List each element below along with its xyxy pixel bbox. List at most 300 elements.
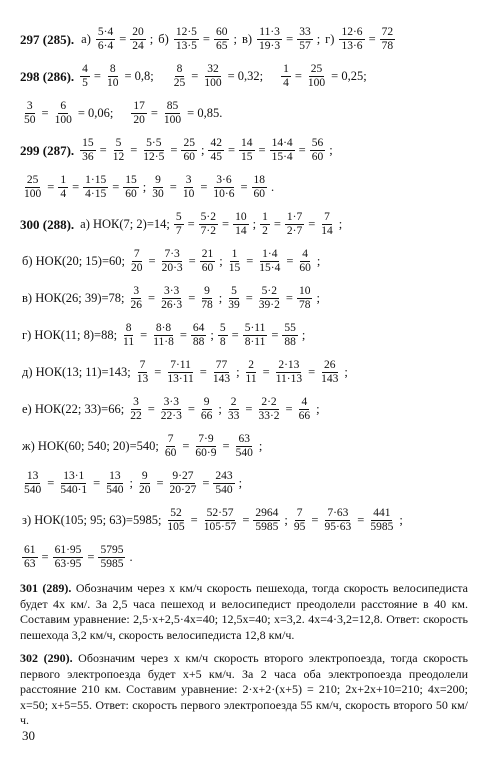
math-text: ;: [236, 365, 240, 379]
fraction: [111, 137, 127, 164]
item-label: б) НОК(20; 15)=60;: [22, 254, 125, 268]
denominator: 540: [215, 484, 233, 496]
math-text: ;: [344, 365, 348, 379]
denominator: 2·7: [286, 225, 303, 237]
denominator: 11: [245, 373, 257, 385]
math-text: =: [169, 180, 177, 194]
problem-number: 301 (289).: [20, 581, 72, 595]
math-row: [20, 63, 468, 90]
fraction: [274, 359, 304, 386]
denominator: 63: [24, 558, 36, 570]
fraction: [281, 63, 291, 90]
math-text: =: [147, 402, 155, 416]
math-text: =: [245, 291, 253, 305]
numerator: 10: [235, 211, 247, 223]
fraction: [174, 26, 199, 53]
item-label: з) НОК(105; 95; 63)=5985;: [22, 513, 162, 527]
numerator: 7·63: [327, 507, 349, 519]
math-text: =: [190, 513, 198, 527]
math-text: =: [112, 180, 120, 194]
math-text: ;: [200, 143, 205, 157]
math-text: =: [148, 254, 156, 268]
problem-298: [20, 63, 468, 127]
numerator: 5·4: [97, 26, 114, 38]
math-text: =: [148, 291, 156, 305]
numerator: 5·11: [244, 322, 266, 334]
math-text: =: [242, 513, 250, 527]
fraction: [270, 137, 295, 164]
numerator: 1·7: [286, 211, 303, 223]
numerator: 64: [192, 322, 205, 334]
fraction: [191, 322, 207, 349]
denominator: 13·5: [175, 40, 197, 52]
numerator: 7: [133, 248, 140, 260]
denominator: 100: [307, 77, 326, 89]
denominator: 30: [152, 188, 164, 200]
numerator: 1: [231, 248, 238, 260]
math-text: =: [156, 476, 164, 490]
fraction: [22, 544, 38, 571]
math-text: ;: [129, 476, 133, 490]
denominator: 78: [298, 299, 311, 311]
numerator: 7·11: [170, 359, 191, 371]
math-text: ;: [316, 254, 321, 268]
fraction: [297, 248, 313, 275]
numerator: 72: [381, 26, 394, 38]
numerator: 7: [296, 507, 303, 519]
math-text: =: [202, 476, 210, 490]
fraction: [306, 63, 327, 90]
math-text: =: [188, 291, 196, 305]
numerator: 5·2: [261, 285, 278, 297]
fraction: [137, 470, 153, 497]
fraction: [58, 470, 89, 497]
fraction: [199, 211, 218, 238]
numerator: 15: [125, 174, 137, 186]
fraction: [319, 211, 335, 238]
math-text: = 0,85.: [187, 106, 223, 120]
numerator: 13·1: [63, 470, 85, 482]
denominator: 13·6: [341, 40, 363, 52]
denominator: 100: [163, 114, 182, 126]
math-text: = 0,32;: [227, 69, 264, 83]
math-row: [20, 100, 468, 127]
fraction: [53, 544, 84, 571]
fraction: [380, 26, 396, 53]
math-text: =: [308, 217, 316, 231]
denominator: 10: [106, 77, 119, 89]
numerator: 441: [373, 507, 391, 519]
numerator: 2·2: [261, 396, 277, 408]
fraction: [165, 507, 186, 534]
denominator: 57: [299, 40, 311, 52]
denominator: 24: [132, 40, 144, 52]
fraction: [213, 470, 234, 497]
fraction: [168, 470, 199, 497]
math-row: [20, 507, 468, 534]
denominator: 4: [60, 188, 67, 200]
math-text: ;: [316, 32, 321, 46]
denominator: 88: [192, 336, 205, 348]
numerator: 3·3: [163, 285, 180, 297]
fraction: [150, 174, 166, 201]
fraction: [22, 100, 38, 127]
numerator: 5795: [100, 544, 124, 556]
problem-number: 302 (290).: [20, 651, 73, 665]
denominator: 95·63: [324, 521, 352, 533]
denominator: 7: [175, 225, 182, 237]
problem-text: Обозначим через x км/ч скорость второго электропоезда, тогда скорость первого электропоезда будет x+5 км/ч. За 2 часа оба электропоезда преодолели расстояние 210 км. Составим уравнение: 2·x+2·(x+5) = 210; 2x+2x+10=210; 4x=200; x=50; x+5=55. Ответ: скорость первого электропоезда 55 км/ч, скорость второго 50 км/ч.: [20, 651, 469, 727]
denominator: 11·8: [153, 336, 174, 348]
denominator: 33: [227, 410, 240, 422]
numerator: 8: [125, 322, 132, 334]
denominator: 39·2: [258, 299, 280, 311]
page-content: [20, 26, 468, 737]
math-text: =: [93, 476, 101, 490]
numerator: 7·9: [198, 433, 214, 445]
numerator: 5: [231, 285, 237, 297]
item-label: г): [325, 32, 335, 46]
numerator: 7: [167, 433, 174, 445]
denominator: 60: [183, 151, 195, 163]
item-label: в): [241, 32, 253, 46]
math-row: [20, 211, 468, 238]
numerator: 13: [109, 470, 121, 482]
math-text: =: [154, 365, 162, 379]
problem-301: [20, 581, 468, 643]
denominator: 19·3: [259, 40, 281, 52]
fraction: [98, 544, 125, 571]
math-text: ;: [233, 32, 237, 46]
denominator: 25: [173, 77, 186, 89]
fraction: [260, 211, 270, 238]
fraction: [193, 433, 218, 460]
denominator: 15: [241, 151, 253, 163]
fraction: [218, 322, 228, 349]
item-label: а) НОК(7; 2)=14;: [80, 217, 170, 231]
numerator: 8: [109, 63, 116, 75]
denominator: 26·3: [161, 299, 183, 311]
fraction: [253, 507, 280, 534]
fraction: [292, 507, 308, 534]
numerator: 2: [248, 359, 254, 371]
numerator: 1·15: [85, 174, 107, 186]
page-number: 30: [22, 728, 35, 743]
math-text: ;: [149, 32, 154, 46]
math-text: =: [311, 513, 319, 527]
fraction: [96, 26, 115, 53]
numerator: 5: [115, 137, 122, 149]
numerator: 3·3: [163, 396, 179, 408]
numerator: 21: [201, 248, 214, 260]
fraction: [141, 137, 166, 164]
math-text: =: [187, 217, 195, 231]
denominator: 65: [215, 40, 228, 52]
denominator: 5985: [100, 558, 124, 570]
fraction: [130, 26, 146, 53]
denominator: 15·4: [259, 262, 281, 274]
math-text: =: [286, 254, 294, 268]
denominator: 13·11: [167, 373, 194, 385]
denominator: 11: [123, 336, 135, 348]
numerator: 77: [215, 359, 228, 371]
math-text: ;: [258, 439, 263, 453]
math-row: [20, 359, 468, 386]
math-text: ;: [218, 291, 223, 305]
numerator: 55: [284, 322, 296, 334]
math-text: =: [294, 69, 302, 83]
item-label: г) НОК(11; 8)=88;: [22, 328, 118, 342]
fraction: [135, 359, 151, 386]
math-text: =: [130, 143, 138, 157]
numerator: 8·8: [155, 322, 172, 334]
numerator: 12·6: [341, 26, 363, 38]
fraction: [368, 507, 395, 534]
fraction: [319, 359, 340, 386]
math-row: [20, 433, 468, 460]
denominator: 45: [210, 151, 222, 163]
math-text: =: [140, 328, 148, 342]
denominator: 63·95: [54, 558, 82, 570]
numerator: 20: [132, 26, 144, 38]
math-text: =: [273, 217, 281, 231]
denominator: 8: [219, 336, 226, 348]
fraction: [200, 248, 216, 275]
item-label: е) НОК(22; 33)=66;: [22, 402, 125, 416]
math-text: = 0,06;: [77, 106, 114, 120]
denominator: 7·2: [200, 225, 217, 237]
fraction: [131, 100, 147, 127]
numerator: 2964: [255, 507, 279, 519]
math-text: =: [202, 32, 210, 46]
numerator: 13: [26, 470, 39, 482]
fraction: [310, 137, 326, 164]
denominator: 60: [125, 188, 137, 200]
fraction: [105, 63, 121, 90]
fraction: [162, 100, 183, 127]
numerator: 25: [310, 63, 323, 75]
denominator: 22·3: [160, 410, 182, 422]
numerator: 56: [311, 137, 324, 149]
numerator: 42: [210, 137, 222, 149]
denominator: 5985: [255, 521, 279, 533]
math-text: ;: [142, 180, 147, 194]
fraction: [202, 63, 223, 90]
math-text: =: [200, 180, 208, 194]
numerator: 18: [253, 174, 266, 186]
numerator: 3·6: [216, 174, 232, 186]
numerator: 1·4: [262, 248, 278, 260]
fraction: [80, 63, 90, 90]
fraction: [227, 248, 243, 275]
math-text: ;: [316, 402, 320, 416]
denominator: 5985: [370, 521, 394, 533]
denominator: 60: [311, 151, 324, 163]
numerator: 52·57: [206, 507, 234, 519]
denominator: 2: [262, 225, 268, 237]
fraction: [22, 174, 43, 201]
item-label: в) НОК(26; 39)=78;: [22, 291, 125, 305]
problem-number: 300 (288).: [20, 216, 75, 232]
math-text: =: [72, 180, 80, 194]
denominator: 6·4: [97, 40, 114, 52]
numerator: 5: [219, 322, 226, 334]
math-text: =: [246, 254, 254, 268]
numerator: 3: [185, 174, 192, 186]
numerator: 2: [230, 396, 237, 408]
fraction: [172, 63, 188, 90]
problem-300: [20, 211, 468, 571]
numerator: 4: [302, 248, 309, 260]
math-text: =: [258, 143, 266, 157]
denominator: 540·1: [60, 484, 88, 496]
denominator: 88: [284, 336, 296, 348]
math-text: =: [357, 513, 365, 527]
denominator: 540: [24, 484, 42, 496]
denominator: 4: [283, 77, 289, 89]
fraction: [129, 248, 145, 275]
numerator: 9·27: [172, 470, 194, 482]
math-text: ;: [218, 402, 222, 416]
denominator: 33·2: [258, 410, 280, 422]
fraction: [214, 26, 230, 53]
fraction: [202, 507, 239, 534]
denominator: 66: [298, 410, 311, 422]
fraction: [211, 359, 232, 386]
math-text: ;: [338, 217, 343, 231]
denominator: 26: [130, 299, 143, 311]
denominator: 100: [54, 114, 72, 126]
numerator: 3: [133, 396, 139, 408]
fraction: [285, 211, 304, 238]
numerator: 3: [26, 100, 33, 112]
numerator: 7·3: [164, 248, 180, 260]
math-text: ;: [399, 513, 403, 527]
fraction: [159, 285, 184, 312]
problem-302: [20, 651, 468, 729]
math-text: =: [150, 106, 158, 120]
math-text: =: [231, 328, 239, 342]
problem-text: Обозначим через x км/ч скорость пешехода, тогда скорость велосипедиста будет 4x км/. За 2,5 часа пешеход и велосипедист преодолели расстояние в 40 км. Составим уравнение: 2,5·x+2,5·4x=40; 12,5x=40; x=3,2. 4x=4·3,2=12,8. Ответ: скорость пешехода 3,2 км/ч, скорость велосипедиста 12,8 км/ч.: [20, 581, 469, 642]
denominator: 20: [133, 114, 145, 126]
math-text: =: [47, 476, 55, 490]
problem-number: 298 (286).: [20, 68, 75, 84]
fraction: [233, 211, 249, 238]
numerator: 5: [175, 211, 182, 223]
fraction: [199, 396, 215, 423]
math-row: [20, 248, 468, 275]
denominator: 105: [167, 521, 185, 533]
math-text: =: [93, 69, 101, 83]
math-text: =: [286, 32, 294, 46]
fraction: [252, 174, 268, 201]
numerator: 32: [207, 63, 219, 75]
denominator: 20: [131, 262, 143, 274]
problem-299: [20, 137, 468, 201]
math-text: =: [87, 550, 95, 564]
numerator: 1: [283, 63, 289, 75]
fraction: [243, 322, 268, 349]
math-text: =: [308, 365, 316, 379]
fraction: [129, 285, 145, 312]
fraction: [226, 285, 242, 312]
math-text: =: [41, 550, 49, 564]
denominator: 10: [182, 188, 195, 200]
numerator: 9: [141, 470, 148, 482]
math-text: =: [47, 180, 55, 194]
numerator: 52: [170, 507, 182, 519]
numerator: 12·5: [175, 26, 197, 38]
numerator: 9: [155, 174, 161, 186]
denominator: 36: [82, 151, 94, 163]
numerator: 5·5: [146, 137, 162, 149]
numerator: 5·2: [200, 211, 217, 223]
fraction: [256, 396, 281, 423]
numerator: 85: [166, 100, 179, 112]
numerator: 3: [133, 285, 140, 297]
fraction: [208, 137, 224, 164]
item-label: а): [81, 32, 91, 46]
numerator: 61: [24, 544, 36, 556]
denominator: 11·13: [275, 373, 303, 385]
math-text: =: [191, 69, 199, 83]
math-row: [20, 544, 468, 571]
fraction: [257, 248, 282, 275]
math-text: =: [298, 143, 306, 157]
math-text: ;: [329, 143, 333, 157]
denominator: 66: [200, 410, 213, 422]
numerator: 60: [215, 26, 228, 38]
denominator: 12·5: [143, 151, 165, 163]
numerator: 17: [133, 100, 145, 112]
denominator: 540: [235, 447, 253, 459]
denominator: 60: [253, 188, 266, 200]
numerator: 7: [324, 211, 330, 223]
fraction: [244, 359, 259, 386]
fraction: [163, 433, 179, 460]
numerator: 33: [299, 26, 311, 38]
denominator: 60: [164, 447, 177, 459]
item-label: б): [158, 32, 169, 46]
numerator: 63: [238, 433, 250, 445]
denominator: 4·15: [85, 188, 107, 200]
math-text: .: [129, 550, 133, 564]
numerator: 2·13: [278, 359, 300, 371]
fraction: [322, 507, 353, 534]
numerator: 26: [324, 359, 336, 371]
fraction: [181, 137, 197, 164]
fraction: [121, 322, 136, 349]
fraction: [22, 470, 43, 497]
math-text: ;: [210, 328, 214, 342]
fraction: [239, 137, 255, 164]
fraction: [257, 26, 282, 53]
denominator: 15·4: [271, 151, 293, 163]
numerator: 61·95: [54, 544, 82, 556]
fraction: [151, 322, 176, 349]
fraction: [297, 26, 313, 53]
numerator: 9: [204, 285, 210, 297]
fraction: [339, 26, 364, 53]
fraction: [226, 396, 242, 423]
fraction: [211, 174, 236, 201]
math-text: =: [240, 180, 248, 194]
math-text: =: [99, 143, 107, 157]
math-text: ;: [219, 254, 223, 268]
numerator: 15: [82, 137, 94, 149]
denominator: 12: [112, 151, 125, 163]
denominator: 5: [82, 77, 88, 89]
